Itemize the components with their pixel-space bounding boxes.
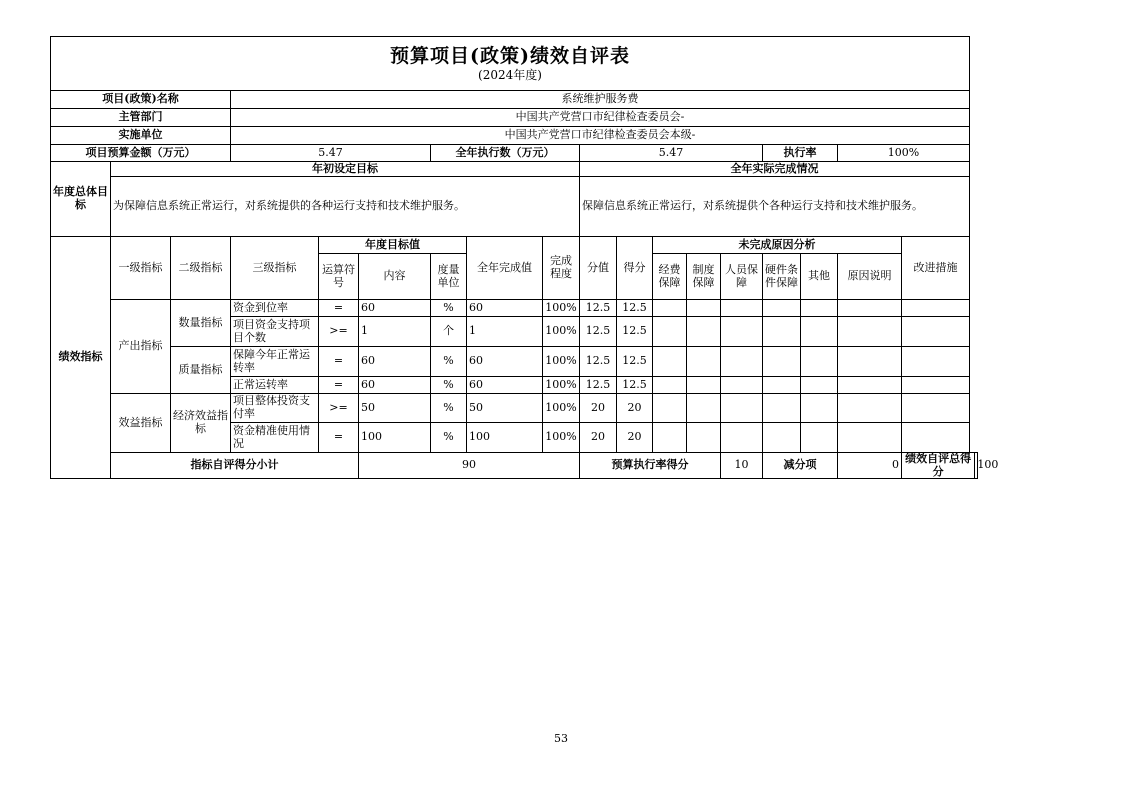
level3-indicator: 项目资金支持项目个数 — [231, 317, 319, 347]
execution-rate-label: 执行率 — [763, 145, 838, 162]
level2-quality: 质量指标 — [171, 347, 231, 394]
implementing-unit-value: 中国共产党营口市纪律检查委员会本级- — [231, 127, 970, 145]
header-improvement: 改进措施 — [902, 237, 970, 300]
content-cell: 60 — [359, 377, 431, 394]
empty-cell — [653, 317, 687, 347]
empty-cell — [902, 300, 970, 317]
header-level2: 二级指标 — [171, 237, 231, 300]
empty-cell — [763, 377, 801, 394]
page-title: 预算项目(政策)绩效自评表 — [390, 45, 630, 68]
level1-output: 产出指标 — [111, 300, 171, 394]
empty-cell — [801, 423, 838, 453]
operator-cell: = — [319, 347, 359, 377]
operator-cell: >= — [319, 394, 359, 423]
content-cell: 60 — [359, 347, 431, 377]
empty-cell — [801, 377, 838, 394]
score-cell: 12.5 — [617, 300, 653, 317]
unit-cell: 个 — [431, 317, 467, 347]
degree-cell: 100% — [543, 317, 580, 347]
empty-cell — [902, 317, 970, 347]
empty-cell — [763, 394, 801, 423]
weight-cell: 12.5 — [580, 347, 617, 377]
degree-cell: 100% — [543, 394, 580, 423]
header-annual-actual: 全年完成值 — [467, 237, 543, 300]
page-number: 53 — [554, 732, 568, 745]
budget-amount-value: 5.47 — [231, 145, 431, 162]
empty-cell — [763, 423, 801, 453]
performance-evaluation-table — [50, 36, 999, 479]
project-name-label: 项目(政策)名称 — [51, 91, 231, 109]
weight-cell: 12.5 — [580, 300, 617, 317]
operator-cell: = — [319, 377, 359, 394]
level3-indicator: 资金到位率 — [231, 300, 319, 317]
empty-cell — [902, 347, 970, 377]
empty-cell — [801, 317, 838, 347]
actual-cell: 1 — [467, 317, 543, 347]
performance-indicators-label: 绩效指标 — [51, 237, 111, 479]
empty-cell — [902, 394, 970, 423]
header-reason-hardware: 硬件条件保障 — [763, 254, 801, 300]
implementing-unit-label: 实施单位 — [51, 127, 231, 145]
annual-execution-value: 5.47 — [580, 145, 763, 162]
empty-cell — [721, 377, 763, 394]
department-value: 中国共产党营口市纪律检查委员会- — [231, 109, 970, 127]
header-completion-degree: 完成程度 — [543, 237, 580, 300]
total-score-label: 绩效自评总得分 — [902, 453, 975, 479]
empty-cell — [653, 423, 687, 453]
empty-cell — [653, 377, 687, 394]
empty-cell — [687, 423, 721, 453]
header-annual-target: 年度目标值 — [319, 237, 467, 254]
header-incomplete-reasons: 未完成原因分析 — [653, 237, 902, 254]
empty-cell — [902, 423, 970, 453]
header-reason-funding: 经费保障 — [653, 254, 687, 300]
total-score-value: 100 — [975, 453, 978, 479]
level2-quantity: 数量指标 — [171, 300, 231, 347]
empty-cell — [721, 347, 763, 377]
actual-cell: 50 — [467, 394, 543, 423]
actual-cell: 100 — [467, 423, 543, 453]
subtotal-label: 指标自评得分小计 — [111, 453, 359, 479]
degree-cell: 100% — [543, 347, 580, 377]
score-cell: 20 — [617, 394, 653, 423]
empty-cell — [838, 423, 902, 453]
empty-cell — [653, 347, 687, 377]
empty-cell — [721, 394, 763, 423]
content-cell: 50 — [359, 394, 431, 423]
deduction-label: 减分项 — [763, 453, 838, 479]
score-cell: 12.5 — [617, 377, 653, 394]
page-subtitle: (2024年度) — [478, 68, 542, 83]
level3-indicator: 资金精准使用情况 — [231, 423, 319, 453]
operator-cell: = — [319, 423, 359, 453]
header-level1: 一级指标 — [111, 237, 171, 300]
empty-cell — [653, 300, 687, 317]
empty-cell — [721, 423, 763, 453]
content-cell: 100 — [359, 423, 431, 453]
header-weight: 分值 — [580, 237, 617, 300]
project-name-value: 系统维护服务费 — [231, 91, 970, 109]
content-cell: 60 — [359, 300, 431, 317]
unit-cell: % — [431, 423, 467, 453]
header-reason-system: 制度保障 — [687, 254, 721, 300]
annual-goal-label: 年度总体目标 — [51, 162, 111, 237]
operator-cell: >= — [319, 317, 359, 347]
indicator-row — [51, 300, 978, 317]
header-unit: 度量单位 — [431, 254, 467, 300]
empty-cell — [801, 300, 838, 317]
planned-goal-header: 年初设定目标 — [111, 162, 580, 177]
indicator-row — [51, 394, 978, 423]
actual-cell: 60 — [467, 300, 543, 317]
level3-indicator: 项目整体投资支付率 — [231, 394, 319, 423]
annual-execution-label: 全年执行数（万元） — [431, 145, 580, 162]
execution-score-label: 预算执行率得分 — [580, 453, 721, 479]
level2-economic: 经济效益指标 — [171, 394, 231, 453]
execution-rate-value: 100% — [838, 145, 970, 162]
title-block — [51, 37, 970, 91]
empty-cell — [687, 347, 721, 377]
header-reason-other: 其他 — [801, 254, 838, 300]
weight-cell: 12.5 — [580, 377, 617, 394]
operator-cell: = — [319, 300, 359, 317]
score-cell: 12.5 — [617, 347, 653, 377]
header-score: 得分 — [617, 237, 653, 300]
level3-indicator: 正常运转率 — [231, 377, 319, 394]
unit-cell: % — [431, 347, 467, 377]
empty-cell — [763, 317, 801, 347]
execution-score-value: 10 — [721, 453, 763, 479]
unit-cell: % — [431, 300, 467, 317]
degree-cell: 100% — [543, 300, 580, 317]
weight-cell: 20 — [580, 394, 617, 423]
empty-cell — [687, 317, 721, 347]
empty-cell — [838, 377, 902, 394]
weight-cell: 20 — [580, 423, 617, 453]
budget-amount-label: 项目预算金额（万元） — [51, 145, 231, 162]
header-level3: 三级指标 — [231, 237, 319, 300]
degree-cell: 100% — [543, 423, 580, 453]
unit-cell: % — [431, 394, 467, 423]
actual-completion-text: 保障信息系统正常运行，对系统提供个各种运行支持和技术维护服务。 — [580, 177, 970, 237]
actual-cell: 60 — [467, 347, 543, 377]
empty-cell — [838, 347, 902, 377]
indicator-row — [51, 347, 978, 377]
level3-indicator: 保障今年正常运转率 — [231, 347, 319, 377]
empty-cell — [801, 394, 838, 423]
empty-cell — [721, 317, 763, 347]
empty-cell — [838, 394, 902, 423]
actual-cell: 60 — [467, 377, 543, 394]
header-content: 内容 — [359, 254, 431, 300]
level1-benefit: 效益指标 — [111, 394, 171, 453]
content-cell: 1 — [359, 317, 431, 347]
empty-cell — [687, 377, 721, 394]
empty-cell — [902, 377, 970, 394]
empty-cell — [687, 300, 721, 317]
score-cell: 20 — [617, 423, 653, 453]
department-label: 主管部门 — [51, 109, 231, 127]
subtotal-value: 90 — [359, 453, 580, 479]
planned-goal-text: 为保障信息系统正常运行，对系统提供的各种运行支持和技术维护服务。 — [111, 177, 580, 237]
unit-cell: % — [431, 377, 467, 394]
empty-cell — [687, 394, 721, 423]
weight-cell: 12.5 — [580, 317, 617, 347]
score-cell: 12.5 — [617, 317, 653, 347]
empty-cell — [801, 347, 838, 377]
deduction-value: 0 — [838, 453, 902, 479]
actual-completion-header: 全年实际完成情况 — [580, 162, 970, 177]
empty-cell — [838, 317, 902, 347]
empty-cell — [653, 394, 687, 423]
empty-cell — [763, 300, 801, 317]
header-operator: 运算符号 — [319, 254, 359, 300]
empty-cell — [838, 300, 902, 317]
degree-cell: 100% — [543, 377, 580, 394]
empty-cell — [721, 300, 763, 317]
header-reason-personnel: 人员保障 — [721, 254, 763, 300]
empty-cell — [763, 347, 801, 377]
header-reason-explanation: 原因说明 — [838, 254, 902, 300]
